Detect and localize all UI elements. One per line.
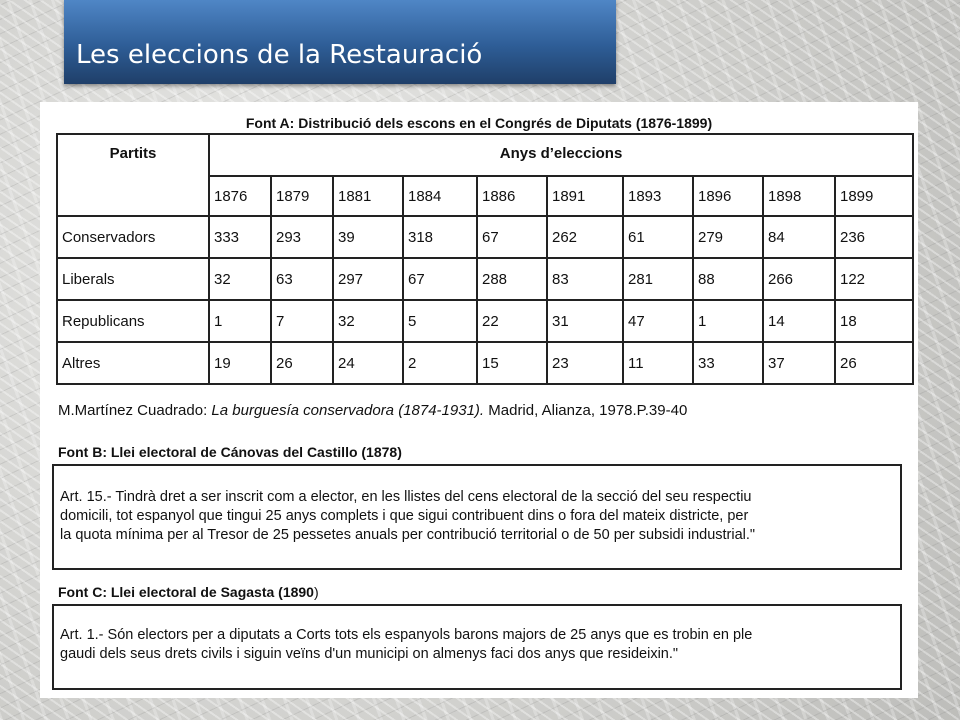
seat-cell: 7 <box>271 300 333 342</box>
year-cell: 1886 <box>477 176 547 216</box>
source-b-line: Art. 15.- Tindrà dret a ser inscrit com a elector, en les llistes del cens electoral de la secció del seu respectiu <box>60 489 752 505</box>
year-cell: 1876 <box>209 176 271 216</box>
seat-cell: 24 <box>333 342 403 384</box>
year-cell: 1893 <box>623 176 693 216</box>
seat-cell: 279 <box>693 216 763 258</box>
year-cell: 1891 <box>547 176 623 216</box>
seat-cell: 19 <box>209 342 271 384</box>
seat-cell: 33 <box>693 342 763 384</box>
party-column-header: Partits <box>57 134 209 216</box>
seat-cell: 83 <box>547 258 623 300</box>
seat-cell: 262 <box>547 216 623 258</box>
seat-cell: 2 <box>403 342 477 384</box>
source-b-line: la quota mínima per al Tresor de 25 pessetes anuals per contribució territorial o de 50 per subsidi industrial." <box>60 527 756 543</box>
seat-cell: 18 <box>835 300 913 342</box>
source-c-title <box>58 584 319 600</box>
seat-cell: 67 <box>403 258 477 300</box>
source-document <box>40 102 918 698</box>
seat-cell: 67 <box>477 216 547 258</box>
seat-cell: 88 <box>693 258 763 300</box>
seat-cell: 32 <box>333 300 403 342</box>
seat-cell: 23 <box>547 342 623 384</box>
seat-cell: 84 <box>763 216 835 258</box>
citation-author: M.Martínez Cuadrado: <box>58 402 212 419</box>
seat-cell: 39 <box>333 216 403 258</box>
seat-cell: 11 <box>623 342 693 384</box>
seat-cell: 333 <box>209 216 271 258</box>
seat-cell: 32 <box>209 258 271 300</box>
election-seats-table <box>56 133 914 385</box>
seat-cell: 31 <box>547 300 623 342</box>
seat-cell: 1 <box>693 300 763 342</box>
source-c-box <box>52 604 902 690</box>
seat-cell: 14 <box>763 300 835 342</box>
source-a-citation <box>58 402 687 419</box>
year-cell: 1898 <box>763 176 835 216</box>
seat-cell: 15 <box>477 342 547 384</box>
source-c-title-tail: ) <box>313 584 319 600</box>
year-cell: 1884 <box>403 176 477 216</box>
seat-cell: 26 <box>271 342 333 384</box>
slide-title-bar <box>64 0 616 84</box>
seat-cell: 236 <box>835 216 913 258</box>
seat-cell: 63 <box>271 258 333 300</box>
seat-cell: 288 <box>477 258 547 300</box>
table-header-row <box>57 134 913 176</box>
seat-cell: 47 <box>623 300 693 342</box>
year-cell: 1881 <box>333 176 403 216</box>
citation-publisher: Madrid, Alianza, 1978.P.39-40 <box>484 402 688 419</box>
seat-cell: 22 <box>477 300 547 342</box>
source-b-title: Font B: Llei electoral de Cánovas del Castillo (1878) <box>58 444 402 460</box>
slide-title: Les eleccions de la Restauració <box>76 40 483 70</box>
seat-cell: 37 <box>763 342 835 384</box>
party-cell: Altres <box>57 342 209 384</box>
party-cell: Republicans <box>57 300 209 342</box>
year-cell: 1896 <box>693 176 763 216</box>
source-c-line: gaudi dels seus drets civils i siguin veïns d'un municipi on almenys faci dos anys que resideixin." <box>60 646 679 662</box>
seat-cell: 281 <box>623 258 693 300</box>
seat-cell: 26 <box>835 342 913 384</box>
seat-cell: 122 <box>835 258 913 300</box>
year-cell: 1899 <box>835 176 913 216</box>
years-column-header: Anys d’eleccions <box>209 134 913 176</box>
citation-work-title: La burguesía conservadora (1874-1931). <box>211 402 485 419</box>
seat-cell: 293 <box>271 216 333 258</box>
seat-cell: 1 <box>209 300 271 342</box>
seat-cell: 266 <box>763 258 835 300</box>
seat-cell: 61 <box>623 216 693 258</box>
table-row <box>57 216 913 258</box>
party-cell: Liberals <box>57 258 209 300</box>
table-row <box>57 342 913 384</box>
seat-cell: 318 <box>403 216 477 258</box>
seat-cell: 297 <box>333 258 403 300</box>
table-row <box>57 258 913 300</box>
seat-cell: 5 <box>403 300 477 342</box>
source-c-line: Art. 1.- Són electors per a diputats a Corts tots els espanyols barons majors de 25 anys que es trobin en ple <box>60 627 753 643</box>
source-b-box <box>52 464 902 570</box>
source-b-line: domicili, tot espanyol que tingui 25 anys complets i que sigui contribuent dins o fora del mateix districte, per <box>60 508 749 524</box>
source-c-title-main: Font C: Llei electoral de Sagasta (1890 <box>58 584 314 600</box>
party-cell: Conservadors <box>57 216 209 258</box>
table-row <box>57 300 913 342</box>
year-cell: 1879 <box>271 176 333 216</box>
source-a-title: Font A: Distribució dels escons en el Congrés de Diputats (1876-1899) <box>245 115 713 131</box>
